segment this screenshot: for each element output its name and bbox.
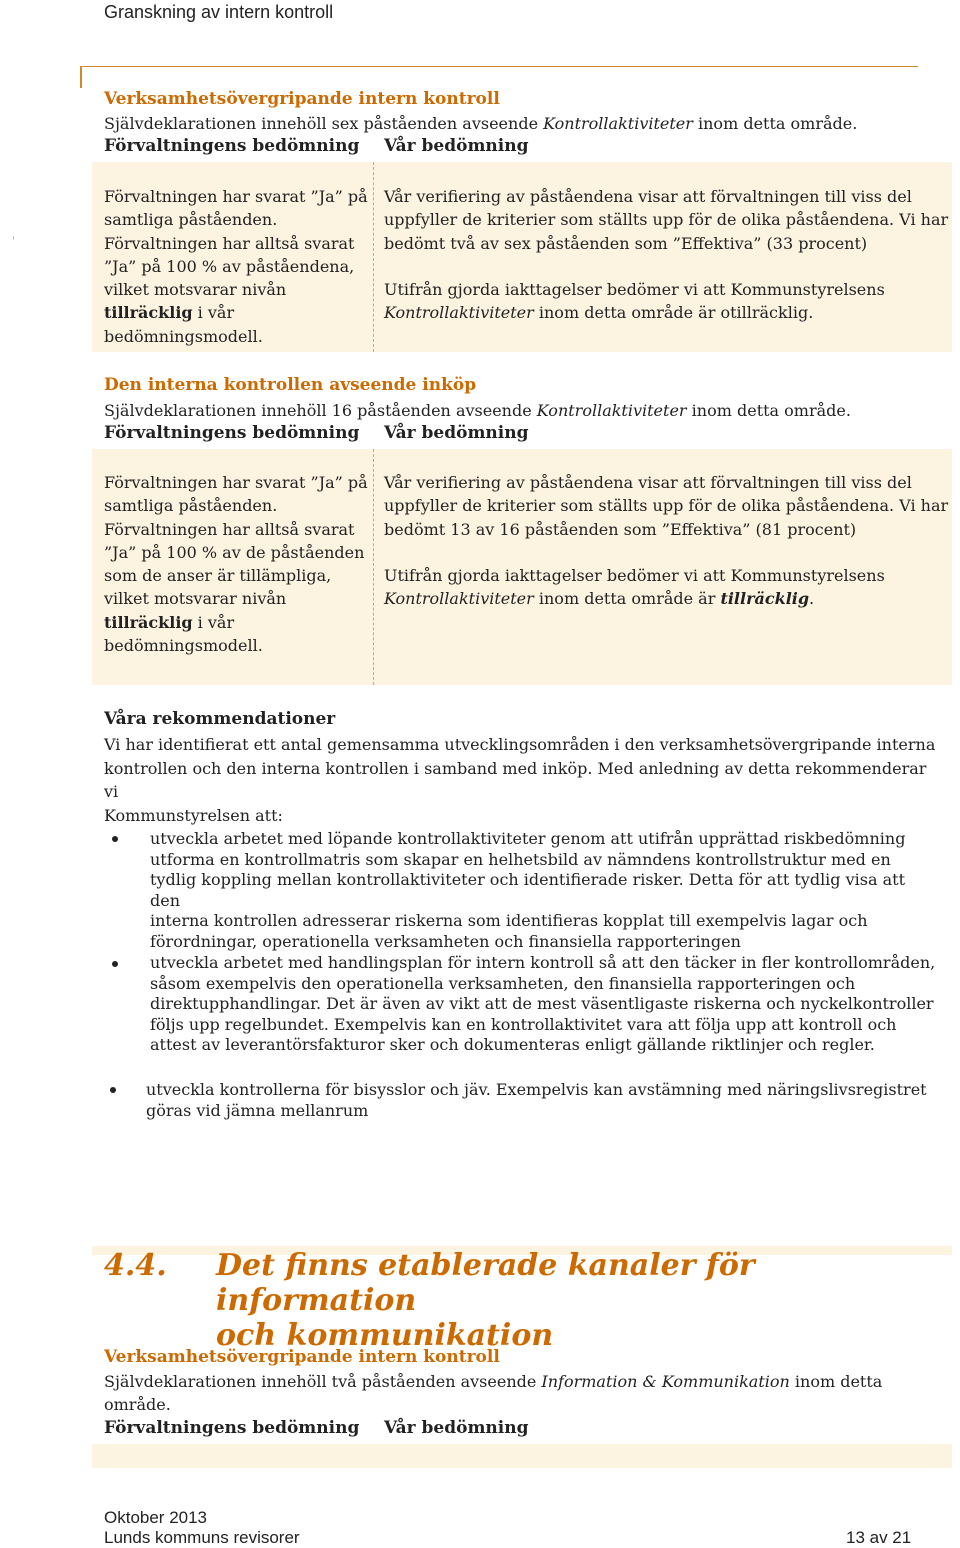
section3-assessment-box [92, 1444, 952, 1468]
bullet-3: utveckla kontrollerna för bisysslor och jäv. Exempelvis kan avstämning med näringslivsregistret göras vid jämna mellanrum [146, 1080, 927, 1120]
bullet-1-dot [112, 836, 118, 842]
page-header: Granskning av intern kontroll [104, 2, 334, 22]
footer-org: Lunds kommuns revisorer [104, 1528, 300, 1547]
bullet-3-dot [110, 1087, 116, 1093]
section3-title: Verksamhetsövergripande intern kontroll [104, 1347, 500, 1367]
chapter-number: 4.4. [104, 1248, 167, 1283]
section2-column-divider [373, 449, 374, 685]
section1-left-cell: Förvaltningen har svarat ”Ja” på samtliga påståenden. Förvaltningen har alltså svarat ”Ja” på 100 % av påståendena, vilket motsvarar nivån tillräcklig i vår bedömningsmodell. [104, 187, 368, 346]
recommendations-title: Våra rekommendationer [104, 709, 336, 729]
footer-page-number: 13 av 21 [846, 1528, 912, 1547]
section1-intro: Självdeklarationen innehöll sex påståenden avseende Kontrollaktiviteter inom detta område. [104, 114, 858, 133]
chapter-title: Det finns etablerade kanaler för information och kommunikation [216, 1248, 755, 1353]
section2-col-right-head: Vår bedömning [384, 423, 529, 443]
section1-column-divider [373, 162, 374, 352]
margin-mark: ' [12, 236, 15, 247]
recommendations-intro: Vi har identifierat ett antal gemensamma utvecklingsområden i den verksamhetsövergripande interna kontrollen och den interna kontrollen i samband med inköp. Med anledning av detta rekommenderar vi Kommunstyrelsen att: [104, 735, 936, 825]
section1-col-right-head: Vår bedömning [384, 136, 529, 156]
section1-right-cell: Vår verifiering av påståendena visar att förvaltningen till viss del uppfyller de kriterier som ställts upp för de olika påståendena. Vi har bedömt två av sex påståenden som ”Effektiva” (33 procent) Utifrån gjorda iakttagelser bedömer vi att Kommunstyrelsens Kontrollaktiviteter inom detta område är otillräcklig. [384, 187, 949, 323]
section2-intro: Självdeklarationen innehöll 16 påståenden avseende Kontrollaktiviteter inom detta område. [104, 401, 851, 420]
section3-col-left-head: Förvaltningens bedömning [104, 1418, 360, 1438]
header-rule [80, 66, 918, 67]
section2-title: Den interna kontrollen avseende inköp [104, 375, 477, 395]
section2-col-left-head: Förvaltningens bedömning [104, 423, 360, 443]
section2-right-cell: Vår verifiering av påståendena visar att förvaltningen till viss del uppfyller de kriterier som ställts upp för de olika påståendena. Vi har bedömt 13 av 16 påståenden som ”Effektiva” (81 procent) Utifrån gjorda iakttagelser bedömer vi att Kommunstyrelsens Kontrollaktiviteter inom detta område är tillräcklig. [384, 473, 949, 609]
section1-title: Verksamhetsövergripande intern kontroll [104, 89, 500, 109]
bullet-1: utveckla arbetet med löpande kontrollaktiviteter genom att utifrån upprättad riskbedömning utforma en kontrollmatris som skapar en helhetsbild av nämndens kontrollstruktur med en tydlig koppling mellan kontrollaktiviteter och identifierade risker. Detta för att tydlig visa att den interna kontrollen adresserar riskerna som identifieras kopplat till exempelvis lagar och förordningar, operationella verksamheten och finansiella rapporteringen [150, 829, 906, 951]
section3-col-right-head: Vår bedömning [384, 1418, 529, 1438]
footer-date: Oktober 2013 [104, 1508, 208, 1527]
section3-intro: Självdeklarationen innehöll två påståenden avseende Information & Kommunikation inom detta område. [104, 1372, 883, 1414]
bullet-2: utveckla arbetet med handlingsplan för intern kontroll så att den täcker in fler kontrollområden, såsom exempelvis den operationella verksamheten, den finansiella rapporteringen och direktupphandlingar. Det är även av vikt att de mest väsentligaste riskerna och nyckelkontroller följs upp regelbundet. Exempelvis kan en kontrollaktivitet vara att följa upp att kontroll och attest av leverantörsfakturor sker och dokumenteras enligt gällande riktlinjer och regler. [150, 953, 936, 1054]
section1-col-left-head: Förvaltningens bedömning [104, 136, 360, 156]
section2-left-cell: Förvaltningen har svarat ”Ja” på samtliga påståenden. Förvaltningen har alltså svarat ”Ja” på 100 % av de påståenden som de anser är tillämpliga, vilket motsvarar nivån tillräcklig i vår bedömningsmodell. [104, 473, 368, 656]
corner-mark [80, 66, 82, 88]
bullet-2-dot [112, 961, 118, 967]
